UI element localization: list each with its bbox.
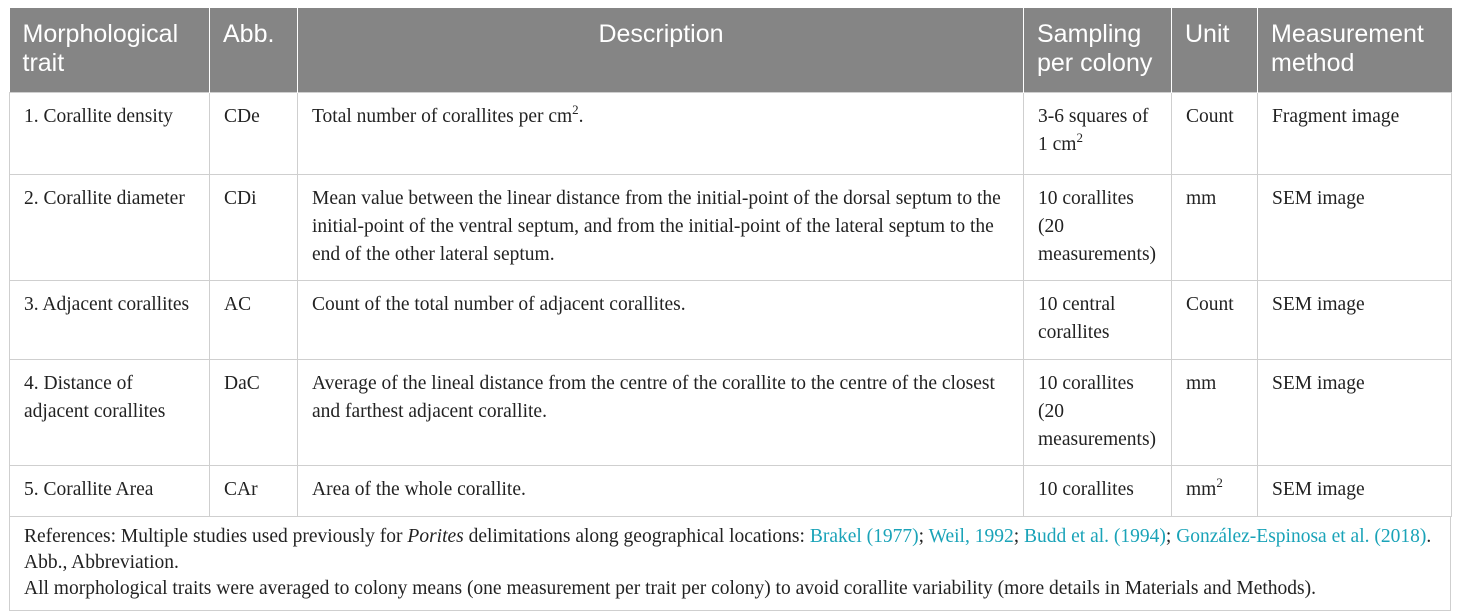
trait-table-container [9, 8, 1451, 611]
table-row [10, 359, 1452, 465]
cell-method: SEM image [1258, 174, 1452, 280]
cell-trait: 3. Adjacent corallites [10, 280, 210, 359]
cell-method: SEM image [1258, 465, 1452, 516]
table-row [10, 92, 1452, 174]
cell-description: Count of the total number of adjacent corallites. [298, 280, 1024, 359]
cell-unit: Count [1172, 92, 1258, 174]
ref-link-brakel[interactable]: Brakel (1977) [809, 525, 919, 547]
cell-abb: DaC [210, 359, 298, 465]
cell-abb: AC [210, 280, 298, 359]
cell-description: Average of the lineal distance from the centre of the corallite to the centre of the closest and farthest adjacent corallite. [298, 359, 1024, 465]
cell-trait: 2. Corallite diameter [10, 174, 210, 280]
references-note: References: Multiple studies used previously for Porites delimitations along geographical locations: Brakel (1977); Weil, 1992; Budd et al. (1994); González-Espinosa et al. (2018). Abb., Abbreviation. [24, 525, 1432, 573]
table-row [10, 174, 1452, 280]
header-sampling: Sampling per colony [1024, 8, 1172, 92]
cell-description: Area of the whole corallite. [298, 465, 1024, 516]
averaging-note: All morphological traits were averaged to colony means (one measurement per trait per colony) to avoid corallite variability (more details in Materials and Methods). [24, 577, 1316, 599]
cell-unit: mm [1172, 174, 1258, 280]
cell-trait: 5. Corallite Area [10, 465, 210, 516]
cell-description: Total number of corallites per $cm^2$. [298, 92, 1024, 174]
cell-unit: Count [1172, 280, 1258, 359]
cell-method: SEM image [1258, 359, 1452, 465]
cell-trait: 1. Corallite density [10, 92, 210, 174]
header-unit: Unit [1172, 8, 1258, 92]
table-header-row [10, 8, 1452, 92]
cell-description: Mean value between the linear distance from the initial-point of the dorsal septum to the initial-point of the ventral septum, and from the initial-point of the lateral septum to the end of the other lateral septum. [298, 174, 1024, 280]
ref-link-weil[interactable]: Weil, 1992 [928, 525, 1014, 547]
cell-unit: mm [1172, 359, 1258, 465]
header-description: Description [298, 8, 1024, 92]
cell-unit: $mm^2$ [1172, 465, 1258, 516]
header-method: Measurement method [1258, 8, 1452, 92]
ref-link-budd[interactable]: Budd et al. (1994) [1024, 525, 1166, 547]
morphological-traits-table [9, 8, 1452, 517]
genus-name: Porites [407, 525, 464, 547]
table-footnote [9, 517, 1451, 611]
cell-sampling: 10 corallites (20 measurements) [1024, 359, 1172, 465]
ref-link-gonzalez-espinosa[interactable]: González-Espinosa et al. (2018) [1176, 525, 1427, 547]
cell-method: Fragment image [1258, 92, 1452, 174]
table-row [10, 465, 1452, 516]
cell-trait: 4. Distance of adjacent corallites [10, 359, 210, 465]
cell-abb: CDe [210, 92, 298, 174]
cell-sampling: 10 corallites [1024, 465, 1172, 516]
cell-abb: CDi [210, 174, 298, 280]
cell-sampling: 3-6 squares of 1 $cm^2$ [1024, 92, 1172, 174]
cell-abb: CAr [210, 465, 298, 516]
header-trait: Morphological trait [10, 8, 210, 92]
table-row [10, 280, 1452, 359]
cell-method: SEM image [1258, 280, 1452, 359]
cell-sampling: 10 corallites (20 measurements) [1024, 174, 1172, 280]
header-abb: Abb. [210, 8, 298, 92]
cell-sampling: 10 central corallites [1024, 280, 1172, 359]
